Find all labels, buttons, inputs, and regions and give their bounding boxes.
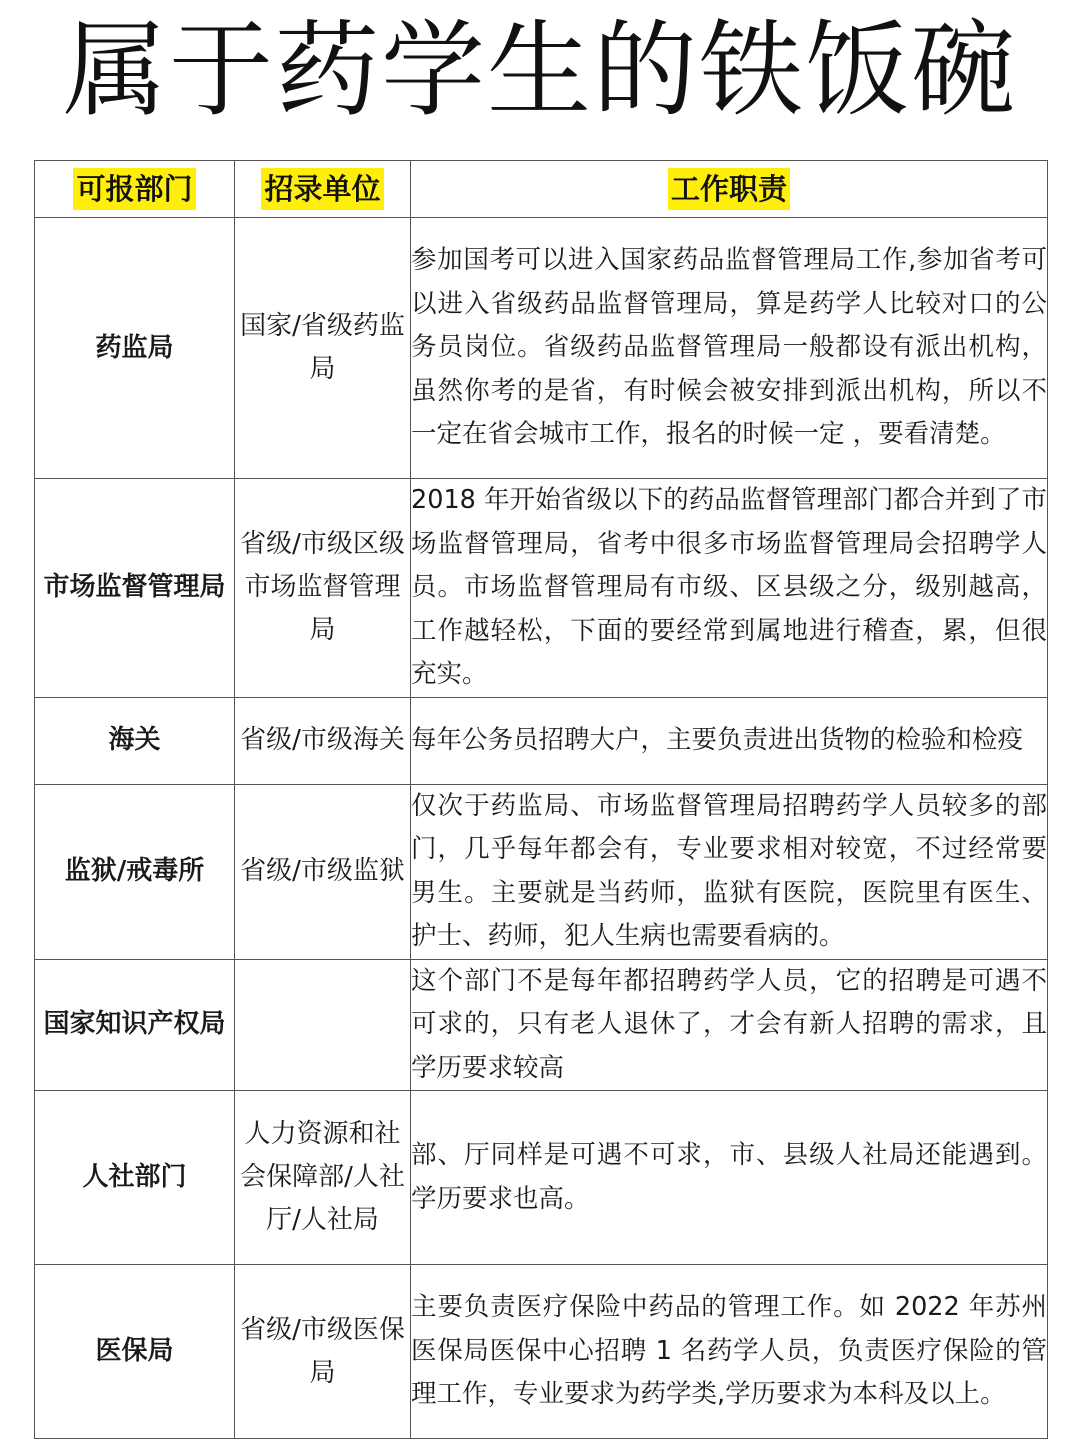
table-row xyxy=(35,784,1048,959)
duty-cell: 这个部门不是每年都招聘药学人员，它的招聘是可遇不可求的，只有老人退休了，才会有新人招聘的需求，且学历要求较高 xyxy=(411,959,1048,1091)
unit-cell: 省级/市级医保局 xyxy=(235,1265,411,1439)
table-row xyxy=(35,218,1048,479)
department-cell: 市场监督管理局 xyxy=(35,479,235,698)
header-unit-label: 招录单位 xyxy=(261,168,383,210)
header-unit xyxy=(235,161,411,218)
table-row xyxy=(35,959,1048,1091)
unit-cell: 省级/市级区级市场监督管理局 xyxy=(235,479,411,698)
header-department-label: 可报部门 xyxy=(73,168,195,210)
unit-cell: 国家/省级药监局 xyxy=(235,218,411,479)
unit-cell xyxy=(235,959,411,1091)
header-department xyxy=(35,161,235,218)
department-cell: 监狱/戒毒所 xyxy=(35,784,235,959)
unit-cell: 人力资源和社会保障部/人社厅/人社局 xyxy=(235,1091,411,1265)
header-duty-label: 工作职责 xyxy=(668,168,790,210)
department-cell: 药监局 xyxy=(35,218,235,479)
department-cell: 国家知识产权局 xyxy=(35,959,235,1091)
unit-cell: 省级/市级监狱 xyxy=(235,784,411,959)
duty-cell: 仅次于药监局、市场监督管理局招聘药学人员较多的部门，几乎每年都会有，专业要求相对较宽，不过经常要男生。主要就是当药师，监狱有医院，医院里有医生、护士、药师，犯人生病也需要看病的。 xyxy=(411,784,1048,959)
duty-cell: 主要负责医疗保险中药品的管理工作。如 2022 年苏州医保局医保中心招聘 1 名药学人员，负责医疗保险的管理工作，专业要求为药学类,学历要求为本科及以上。 xyxy=(411,1265,1048,1439)
header-duty xyxy=(411,161,1048,218)
duty-cell: 参加国考可以进入国家药品监督管理局工作,参加省考可以进入省级药品监督管理局，算是药学人比较对口的公务员岗位。省级药品监督管理局一般都设有派出机构，虽然你考的是省，有时候会被安排到派出机构，所以不一定在省会城市工作，报名的时候一定 ，要看清楚。 xyxy=(411,218,1048,479)
recruitment-table xyxy=(34,160,1048,1439)
department-cell: 医保局 xyxy=(35,1265,235,1439)
table-header-row xyxy=(35,161,1048,218)
duty-cell: 部、厅同样是可遇不可求，市、县级人社局还能遇到。学历要求也高。 xyxy=(411,1091,1048,1265)
table-row xyxy=(35,1091,1048,1265)
unit-cell: 省级/市级海关 xyxy=(235,697,411,784)
table-row xyxy=(35,1265,1048,1439)
department-cell: 人社部门 xyxy=(35,1091,235,1265)
page-title: 属于药学生的铁饭碗 xyxy=(62,9,1017,131)
duty-cell: 每年公务员招聘大户，主要负责进出货物的检验和检疫 xyxy=(411,697,1048,784)
duty-cell: 2018 年开始省级以下的药品监督管理部门都合并到了市场监督管理局，省考中很多市场监督管理局会招聘学人员。市场监督管理局有市级、区县级之分，级别越高，工作越轻松，下面的要经常到属地进行稽查，累，但很充实。 xyxy=(411,479,1048,698)
department-cell: 海关 xyxy=(35,697,235,784)
table-row xyxy=(35,479,1048,698)
table-row xyxy=(35,697,1048,784)
